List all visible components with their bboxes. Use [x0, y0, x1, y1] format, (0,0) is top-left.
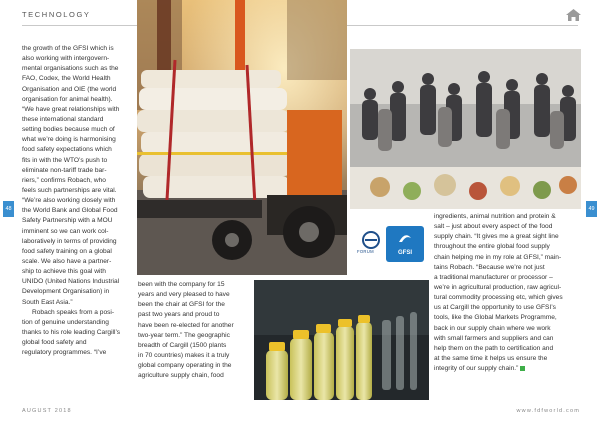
text-line: thanks to his role leading Cargill’s — [22, 328, 121, 336]
text-line: been with the company for 15 — [138, 281, 225, 288]
text-line: two-year term.” The geographic — [138, 331, 230, 339]
text-line: Safety Partnership with a MOU — [22, 217, 113, 225]
text-line: we’re in agricultural production, raw agricul- — [434, 283, 562, 291]
text-line: have been re-elected for another — [138, 321, 234, 329]
text-line: UNIDO (United Nations Industrial — [22, 278, 120, 286]
text-line: also working with intergovern- — [22, 55, 110, 63]
text-line: supply chain. “It gives me a great sight line — [434, 233, 559, 241]
text-line: help them on the path to certification and — [434, 344, 554, 352]
text-line: FAO, Codex, the World Health — [22, 75, 111, 83]
text-line: mental organisations such as the — [22, 65, 119, 73]
text-line: food safety expectations which — [22, 146, 112, 154]
text-line: years and very pleased to have — [138, 291, 230, 299]
text-line: salt – just about every aspect of the food — [434, 223, 553, 231]
text-line: imminent so we can work col- — [22, 227, 109, 235]
text-line: feels such partnerships are vital. — [22, 186, 117, 194]
text-line: these international standard — [22, 115, 104, 123]
text-line: scale. We also have a partner- — [22, 257, 112, 265]
text-line: Organisation and OIE (the world — [22, 85, 117, 93]
footer-url[interactable]: www.fdfworld.com — [516, 408, 580, 414]
text-line: Development Organisation) in — [22, 288, 110, 296]
gfsi-logo-text: GFSI — [397, 250, 412, 256]
text-line: the World Bank and Global Food — [22, 207, 118, 215]
text-line: tural commodity processing etc, which gives — [434, 294, 563, 302]
text-line: the growth of the GFSI which is — [22, 45, 114, 52]
text-line: riers,” confirms Robach, who — [22, 176, 106, 184]
text-line: chain helping me in my role at GFSI,” main- — [434, 253, 562, 261]
text-line: agriculture supply chain, food — [138, 372, 224, 380]
forum-logo-text: FORUM — [357, 249, 374, 254]
article-column-2 — [138, 280, 234, 381]
text-line: tools, like the Global Markets Programme, — [434, 314, 557, 322]
text-line: global food safety and — [22, 339, 87, 347]
footer-date: AUGUST 2018 — [22, 408, 72, 414]
text-line: a traditional manufacturer or processor – — [434, 273, 553, 281]
text-line: organisation for animal health). — [22, 95, 113, 103]
text-line: us at Cargill the opportunity to use GFSI’s — [434, 304, 556, 312]
text-line: throughout the entire global food supply — [434, 243, 550, 251]
text-line: “We have great relationships with — [22, 105, 120, 113]
text-line: food safety training on a global — [22, 247, 112, 255]
gfsi-swirl-icon — [396, 230, 414, 248]
text-line: been the chair at GFSI for the — [138, 301, 225, 309]
gfsi-logo — [386, 226, 424, 262]
text-line: tion of genuine understanding — [22, 318, 109, 326]
text-line: regulatory programmes. “I’ve — [22, 349, 107, 357]
text-line: breadth of Cargill (1500 plants — [138, 341, 227, 349]
warehouse-forklift-photo — [137, 0, 347, 275]
article-column-1 — [22, 44, 120, 358]
text-line: laboratively in terms of providing — [22, 237, 117, 245]
text-line: what we’re doing is harmonising — [22, 136, 116, 144]
text-line: with small farmers and suppliers and can — [434, 334, 554, 342]
article-end-mark — [520, 366, 525, 371]
text-line: in 70 countries) makes it a truly — [138, 351, 230, 359]
text-line: Robach speaks from a posi- — [32, 308, 115, 316]
text-line: ship to achieve this goal with — [22, 268, 106, 276]
text-line: back in our supply chain where we work — [434, 324, 551, 332]
text-line: past two years and proud to — [138, 311, 220, 319]
text-line: ingredients, animal nutrition and protein & — [434, 213, 556, 220]
text-line: eliminate non-tariff trade bar- — [22, 166, 107, 174]
text-line: global company operating in the — [138, 362, 232, 370]
text-line: setting bodies because much of — [22, 126, 115, 134]
page-number-left: 48 — [3, 201, 14, 217]
article-column-3 — [434, 212, 563, 374]
home-icon[interactable] — [565, 8, 582, 22]
text-line: South East Asia.” — [22, 298, 73, 306]
text-line: tains Robach. “Because we’re not just — [434, 263, 545, 271]
bottle-production-line-photo — [254, 280, 429, 400]
page-number-right: 49 — [586, 201, 597, 217]
section-label: TECHNOLOGY — [22, 10, 91, 19]
conference-crowd-photo — [350, 49, 581, 209]
text-line: “We’re also working closely with — [22, 197, 116, 205]
text-line: at the same time it helps us ensure the — [434, 354, 548, 362]
text-line: fits in with the WTO’s push to — [22, 156, 108, 164]
text-line: integrity of our supply chain.” — [434, 364, 563, 374]
